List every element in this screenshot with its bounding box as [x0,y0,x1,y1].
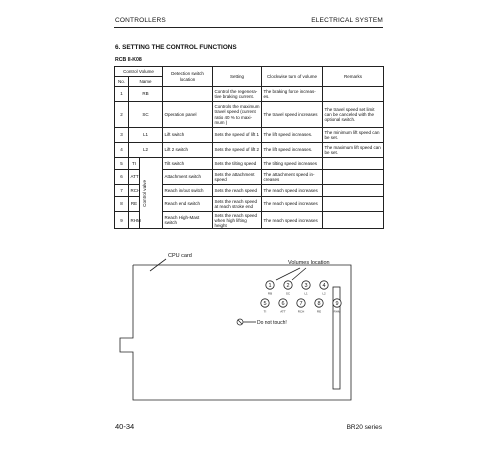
row-detection: Lift switch [163,128,213,143]
row-name: ATT [129,170,140,185]
page-number: 40-34 [115,422,135,431]
volume-knob-tag: L2 [322,291,326,296]
volume-knob-number: 8 [317,301,321,307]
row-setting: Controls the maximum travel speed (current ratio 40 % to maxi-mum ) [213,102,262,128]
row-no: 9 [115,212,129,229]
volume-knob-tag: TI [263,309,267,314]
row-detection: Reach in/out switch [163,185,213,197]
row-no: 1 [115,87,129,102]
col-clockwise: Clockwise turn of volume [262,67,323,87]
volume-knob-tag: RCH [297,309,305,314]
row-setting: Sets the reach speed at reach stroke end [213,197,262,212]
volume-knob-tag: L1 [304,291,308,296]
row-clockwise: The lift speed increases. [262,128,323,143]
row-clockwise: The tilting speed increases [262,158,323,170]
controller-model: RCB II-K08 [115,57,142,63]
row-setting: Sets the speed of lift 2 [213,143,262,158]
header-chapter-label: ELECTRICAL SYSTEM [311,17,383,24]
row-remarks: The minimum lift speed can be set. [323,128,384,143]
row-setting: Sets the speed of lift 1 [213,128,262,143]
row-no: 4 [115,143,129,158]
row-detection: Operation panel [163,102,213,128]
volume-knob-number: 9 [335,301,339,307]
volume-knob-number: 6 [281,301,285,307]
row-clockwise: The travel speed increases [262,102,323,128]
row-setting: Sets the reach speed when high lifting height [213,212,262,229]
row-detection: Tilt switch [163,158,213,170]
volumes-location-label: Volumes location [288,260,330,266]
volumes-leader-1 [276,268,300,280]
volume-knob-number: 1 [268,283,272,289]
row-name: L2 [129,143,163,158]
row-clockwise: The reach speed increases [262,197,323,212]
col-detection-switch: Detection switch location [163,67,213,87]
row-clockwise: The lift speed increases. [262,143,323,158]
row-clockwise: The reach speed increases [262,212,323,229]
row-detection: Lift 2 switch [163,143,213,158]
volume-knob-number: 5 [263,301,267,307]
row-setting: Sets the reach speed [213,185,262,197]
row-setting: Sets the attachment speed [213,170,262,185]
row-no: 6 [115,170,129,185]
col-name: Name [129,77,163,87]
row-name: RHM [129,212,140,229]
row-remarks: The maximum lift speed can be set. [323,143,384,158]
row-clockwise: The braking force increas-es. [262,87,323,102]
row-name: RB [129,87,163,102]
row-detection: Reach High-Mast switch [163,212,213,229]
cpu-card-label: CPU card [168,253,192,259]
row-name: SC [129,102,163,128]
row-no: 2 [115,102,129,128]
cpu-card-outline [120,265,351,400]
col-no: No. [115,77,129,87]
volume-knob-tag: RE [316,309,322,314]
volume-knob-tag: RB [267,291,273,296]
row-remarks: The travel speed set limit can be canceled with the optional switch. [323,102,384,128]
volume-knob-tag: RHM [333,309,341,314]
volume-knob-number: 3 [304,283,308,289]
col-remarks: Remarks [323,67,384,87]
group-label: Control valve [141,179,147,207]
volume-knobs-top-row [266,281,328,296]
header-section-label: CONTROLLERS [115,17,166,24]
col-control-volume: Control Volume [115,67,163,77]
volumes-leader-2 [292,268,306,280]
row-clockwise: The reach speed increases [262,185,323,197]
volume-knob-number: 4 [322,283,326,289]
volume-knob-tag: SC [285,291,291,296]
row-name: TI [129,158,140,170]
col-setting: Setting [213,67,262,87]
row-detection: Attachment switch [163,170,213,185]
row-no: 7 [115,185,129,197]
section-title: 6. SETTING THE CONTROL FUNCTIONS [115,44,237,51]
row-name: RE [129,197,140,212]
volume-knob-tag: ATT [280,309,286,314]
row-setting: Control the regenera-tive braking current. [213,87,262,102]
volume-knob-number: 7 [299,301,303,307]
row-detection: Reach end switch [163,197,213,212]
volume-knob-number: 2 [286,283,290,289]
protected-volume [237,319,243,325]
row-name: L1 [129,128,163,143]
row-clockwise: The attachment speed in-creases [262,170,323,185]
row-no: 5 [115,158,129,170]
do-not-touch-warning: Do not touch! [257,320,287,326]
row-name: RCH [129,185,140,197]
row-no: 3 [115,128,129,143]
row-no: 8 [115,197,129,212]
row-setting: Sets the tilting speed [213,158,262,170]
product-series: BR20 series [346,424,382,431]
volume-knobs-bottom-row [261,299,341,314]
